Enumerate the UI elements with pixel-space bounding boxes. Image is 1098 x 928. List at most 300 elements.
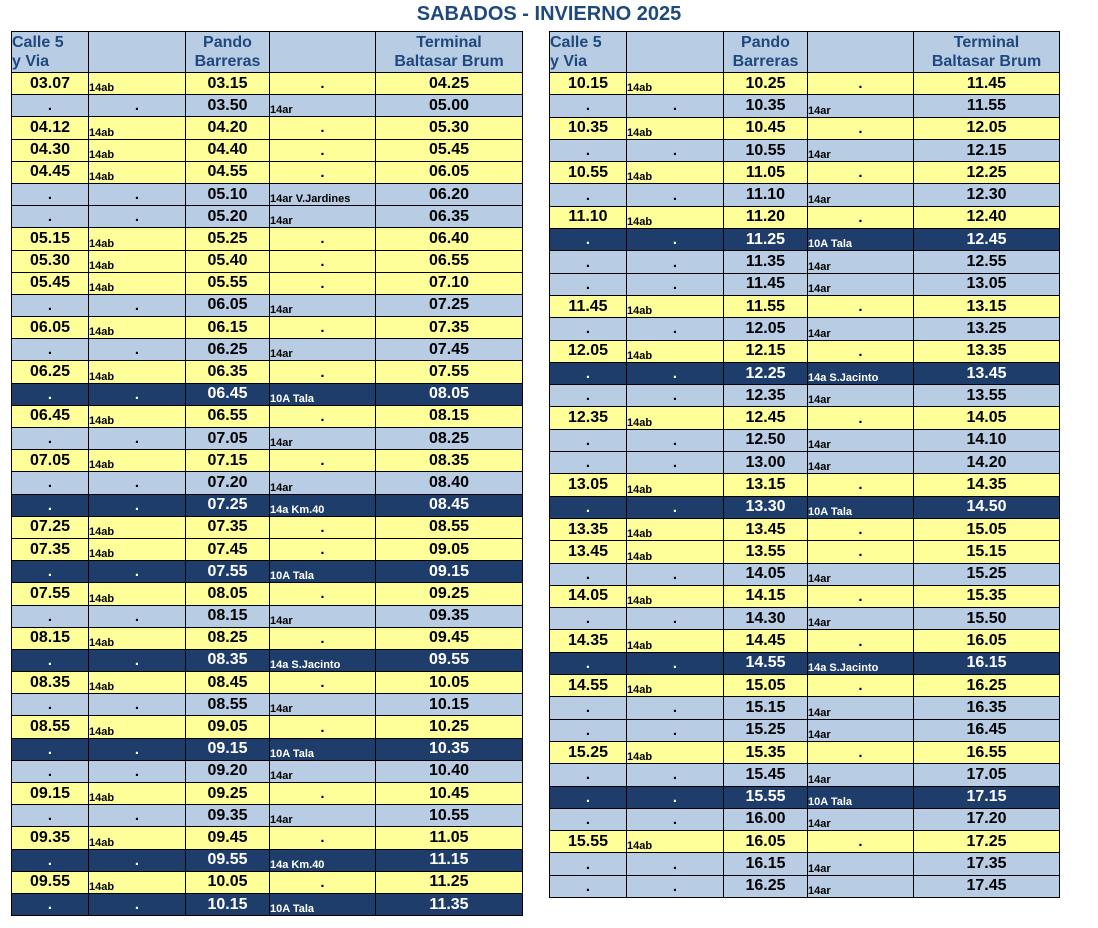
schedule-table-left <box>11 31 523 916</box>
pando-time: 12.15 <box>724 340 808 362</box>
calle5-time: . <box>550 362 627 384</box>
terminal-time: 11.45 <box>914 73 1060 95</box>
route-code-1: . <box>89 893 186 915</box>
terminal-time: 17.35 <box>914 853 1060 875</box>
route-code-1: . <box>627 229 724 251</box>
table-row <box>550 719 1060 741</box>
terminal-time: 08.55 <box>376 516 523 538</box>
route-code-2: . <box>270 716 376 738</box>
table-row <box>550 407 1060 429</box>
pando-time: 07.35 <box>186 516 270 538</box>
calle5-time: 04.45 <box>12 161 89 183</box>
route-code-1: 14ab <box>89 538 186 560</box>
route-code-1: . <box>89 95 186 117</box>
pando-time: 11.20 <box>724 206 808 228</box>
pando-time: 05.25 <box>186 228 270 250</box>
header-route-2 <box>270 32 376 73</box>
pando-time: 08.35 <box>186 649 270 671</box>
table-row <box>12 317 523 339</box>
calle5-time: 10.35 <box>550 117 627 139</box>
table-row <box>550 251 1060 273</box>
terminal-time: 17.05 <box>914 764 1060 786</box>
pando-time: 14.15 <box>724 585 808 607</box>
table-row <box>12 849 523 871</box>
terminal-time: 05.00 <box>376 95 523 117</box>
route-code-2: . <box>808 675 914 697</box>
calle5-time: 12.35 <box>550 407 627 429</box>
pando-time: 15.45 <box>724 764 808 786</box>
table-row <box>550 474 1060 496</box>
table-row <box>550 786 1060 808</box>
route-code-1: . <box>89 383 186 405</box>
terminal-time: 12.25 <box>914 162 1060 184</box>
route-code-1: 14ab <box>627 831 724 853</box>
calle5-time: 05.30 <box>12 250 89 272</box>
calle5-time: . <box>550 452 627 474</box>
calle5-time: 10.15 <box>550 73 627 95</box>
pando-time: 11.35 <box>724 251 808 273</box>
route-code-2: 14ar <box>270 206 376 228</box>
route-code-1: . <box>89 206 186 228</box>
pando-time: 15.55 <box>724 786 808 808</box>
route-code-1: . <box>627 251 724 273</box>
route-code-2: . <box>808 630 914 652</box>
pando-time: 13.00 <box>724 452 808 474</box>
table-row <box>12 561 523 583</box>
route-code-2: . <box>808 474 914 496</box>
calle5-time: . <box>550 229 627 251</box>
pando-time: 15.05 <box>724 675 808 697</box>
route-code-1: 14ab <box>627 474 724 496</box>
route-code-1: . <box>89 561 186 583</box>
header-pando: Pando Barreras <box>186 32 270 73</box>
route-code-2: . <box>270 228 376 250</box>
route-code-1: . <box>627 853 724 875</box>
header-calle5: Calle 5 y Via <box>550 32 627 73</box>
terminal-time: 07.25 <box>376 294 523 316</box>
pando-time: 16.00 <box>724 808 808 830</box>
terminal-time: 08.35 <box>376 450 523 472</box>
terminal-time: 11.15 <box>376 849 523 871</box>
route-code-1: 14ab <box>89 73 186 95</box>
table-row <box>550 853 1060 875</box>
terminal-time: 10.35 <box>376 738 523 760</box>
pando-time: 04.20 <box>186 117 270 139</box>
pando-time: 15.35 <box>724 741 808 763</box>
calle5-time: . <box>12 494 89 516</box>
schedule-table-right <box>549 31 1060 898</box>
route-code-1: . <box>627 362 724 384</box>
terminal-time: 13.45 <box>914 362 1060 384</box>
pando-time: 04.40 <box>186 139 270 161</box>
route-code-1: 14ab <box>627 741 724 763</box>
route-code-2: 14ar <box>808 764 914 786</box>
route-code-1: . <box>627 318 724 340</box>
route-code-2: . <box>270 161 376 183</box>
route-code-2: 14ar <box>808 563 914 585</box>
route-code-2: . <box>808 117 914 139</box>
table-row <box>550 273 1060 295</box>
route-code-1: 14ab <box>89 516 186 538</box>
table-row <box>12 672 523 694</box>
calle5-time: 04.30 <box>12 139 89 161</box>
pando-time: 13.30 <box>724 496 808 518</box>
pando-time: 03.50 <box>186 95 270 117</box>
terminal-time: 11.35 <box>376 893 523 915</box>
table-row <box>550 697 1060 719</box>
pando-time: 07.15 <box>186 450 270 472</box>
table-row <box>12 871 523 893</box>
route-code-2: . <box>808 295 914 317</box>
route-code-2: 14a Km.40 <box>270 494 376 516</box>
calle5-time: . <box>12 760 89 782</box>
route-code-2: . <box>270 250 376 272</box>
terminal-time: 17.15 <box>914 786 1060 808</box>
table-row <box>12 161 523 183</box>
terminal-time: 16.35 <box>914 697 1060 719</box>
terminal-time: 12.45 <box>914 229 1060 251</box>
terminal-time: 14.10 <box>914 429 1060 451</box>
route-code-2: 14ar <box>270 605 376 627</box>
page-title: SABADOS - INVIERNO 2025 <box>416 3 682 25</box>
terminal-time: 04.25 <box>376 73 523 95</box>
calle5-time: 05.15 <box>12 228 89 250</box>
route-code-2: . <box>270 117 376 139</box>
route-code-1: 14ab <box>89 272 186 294</box>
calle5-time: 13.35 <box>550 518 627 540</box>
header-terminal: Terminal Baltasar Brum <box>376 32 523 73</box>
calle5-time: . <box>550 875 627 897</box>
pando-time: 06.35 <box>186 361 270 383</box>
table-row <box>12 250 523 272</box>
header-route-1 <box>627 32 724 73</box>
terminal-time: 11.55 <box>914 95 1060 117</box>
terminal-time: 08.05 <box>376 383 523 405</box>
terminal-time: 13.35 <box>914 340 1060 362</box>
table-row <box>550 362 1060 384</box>
table-row <box>12 339 523 361</box>
schedule-body-left <box>12 73 523 916</box>
route-code-2: . <box>808 741 914 763</box>
schedule-body-right <box>550 73 1060 898</box>
pando-time: 10.45 <box>724 117 808 139</box>
table-row <box>550 385 1060 407</box>
route-code-2: 14ar <box>808 385 914 407</box>
route-code-2: . <box>270 361 376 383</box>
table-row <box>12 383 523 405</box>
terminal-time: 06.35 <box>376 206 523 228</box>
route-code-2: 14ar <box>808 95 914 117</box>
table-row <box>12 405 523 427</box>
terminal-time: 10.25 <box>376 716 523 738</box>
table-row <box>550 585 1060 607</box>
route-code-1: . <box>89 694 186 716</box>
terminal-time: 15.50 <box>914 608 1060 630</box>
route-code-2: 14ar <box>808 251 914 273</box>
pando-time: 14.45 <box>724 630 808 652</box>
terminal-time: 14.35 <box>914 474 1060 496</box>
terminal-time: 16.05 <box>914 630 1060 652</box>
route-code-1: . <box>627 496 724 518</box>
pando-time: 08.45 <box>186 672 270 694</box>
pando-time: 15.25 <box>724 719 808 741</box>
pando-time: 07.05 <box>186 428 270 450</box>
pando-time: 06.45 <box>186 383 270 405</box>
pando-time: 09.55 <box>186 849 270 871</box>
pando-time: 07.45 <box>186 538 270 560</box>
terminal-time: 13.55 <box>914 385 1060 407</box>
route-code-1: . <box>627 429 724 451</box>
table-row <box>12 605 523 627</box>
pando-time: 08.55 <box>186 694 270 716</box>
terminal-time: 06.05 <box>376 161 523 183</box>
terminal-time: 07.45 <box>376 339 523 361</box>
route-code-1: 14ab <box>627 206 724 228</box>
table-row <box>12 228 523 250</box>
pando-time: 14.30 <box>724 608 808 630</box>
calle5-time: . <box>12 428 89 450</box>
calle5-time: 09.35 <box>12 827 89 849</box>
terminal-time: 13.05 <box>914 273 1060 295</box>
pando-time: 10.55 <box>724 139 808 161</box>
table-row <box>550 229 1060 251</box>
table-row <box>12 450 523 472</box>
calle5-time: 14.55 <box>550 675 627 697</box>
table-row <box>12 760 523 782</box>
calle5-time: 08.35 <box>12 672 89 694</box>
calle5-time: 04.12 <box>12 117 89 139</box>
route-code-2: . <box>270 73 376 95</box>
pando-time: 06.55 <box>186 405 270 427</box>
terminal-time: 16.15 <box>914 652 1060 674</box>
terminal-time: 11.05 <box>376 827 523 849</box>
route-code-2: . <box>808 831 914 853</box>
calle5-time: 07.25 <box>12 516 89 538</box>
calle5-time: . <box>550 95 627 117</box>
table-row <box>550 563 1060 585</box>
route-code-1: . <box>627 273 724 295</box>
route-code-1: . <box>627 385 724 407</box>
calle5-time: 07.35 <box>12 538 89 560</box>
terminal-time: 08.25 <box>376 428 523 450</box>
table-row <box>12 694 523 716</box>
header-pando: Pando Barreras <box>724 32 808 73</box>
terminal-time: 12.15 <box>914 139 1060 161</box>
pando-time: 06.05 <box>186 294 270 316</box>
calle5-time: . <box>550 273 627 295</box>
route-code-1: . <box>89 183 186 205</box>
calle5-time: . <box>550 652 627 674</box>
pando-time: 16.15 <box>724 853 808 875</box>
route-code-1: 14ab <box>89 627 186 649</box>
terminal-time: 17.25 <box>914 831 1060 853</box>
table-row <box>550 652 1060 674</box>
route-code-1: 14ab <box>89 783 186 805</box>
terminal-time: 07.55 <box>376 361 523 383</box>
table-row <box>12 272 523 294</box>
calle5-time: . <box>12 206 89 228</box>
route-code-1: . <box>627 184 724 206</box>
terminal-time: 12.55 <box>914 251 1060 273</box>
route-code-2: 14ar <box>270 95 376 117</box>
table-row <box>12 73 523 95</box>
calle5-time: 15.25 <box>550 741 627 763</box>
route-code-2: . <box>270 871 376 893</box>
pando-time: 10.35 <box>724 95 808 117</box>
pando-time: 09.15 <box>186 738 270 760</box>
route-code-2: 14ar <box>808 608 914 630</box>
table-row <box>550 95 1060 117</box>
pando-time: 06.25 <box>186 339 270 361</box>
route-code-1: 14ab <box>89 117 186 139</box>
table-row <box>550 541 1060 563</box>
route-code-1: 14ab <box>627 162 724 184</box>
calle5-time: . <box>550 563 627 585</box>
calle5-time: . <box>12 472 89 494</box>
table-row <box>12 583 523 605</box>
route-code-2: 14a S.Jacinto <box>270 649 376 671</box>
route-code-1: 14ab <box>627 630 724 652</box>
pando-time: 09.05 <box>186 716 270 738</box>
route-code-2: . <box>808 73 914 95</box>
route-code-2: 14ar <box>808 318 914 340</box>
calle5-time: . <box>12 694 89 716</box>
route-code-1: 14ab <box>89 450 186 472</box>
pando-time: 10.15 <box>186 893 270 915</box>
route-code-2: 14ar <box>808 853 914 875</box>
route-code-2: 10A Tala <box>808 786 914 808</box>
route-code-2: . <box>808 340 914 362</box>
terminal-time: 09.15 <box>376 561 523 583</box>
header-row <box>12 32 523 73</box>
calle5-time: . <box>12 738 89 760</box>
header-calle5: Calle 5 y Via <box>12 32 89 73</box>
pando-time: 09.35 <box>186 805 270 827</box>
route-code-2: . <box>270 450 376 472</box>
table-row <box>12 294 523 316</box>
terminal-time: 09.45 <box>376 627 523 649</box>
route-code-1: 14ab <box>89 672 186 694</box>
calle5-time: . <box>550 786 627 808</box>
calle5-time: 15.55 <box>550 831 627 853</box>
terminal-time: 12.30 <box>914 184 1060 206</box>
calle5-time: . <box>12 339 89 361</box>
route-code-1: . <box>627 764 724 786</box>
terminal-time: 05.45 <box>376 139 523 161</box>
pando-time: 15.15 <box>724 697 808 719</box>
pando-time: 12.25 <box>724 362 808 384</box>
terminal-time: 07.35 <box>376 317 523 339</box>
route-code-2: 14ar <box>808 452 914 474</box>
pando-time: 16.05 <box>724 831 808 853</box>
table-row <box>12 472 523 494</box>
table-row <box>12 428 523 450</box>
route-code-2: 14ar <box>808 697 914 719</box>
route-code-1: 14ab <box>627 585 724 607</box>
terminal-time: 07.10 <box>376 272 523 294</box>
terminal-time: 14.20 <box>914 452 1060 474</box>
terminal-time: 06.55 <box>376 250 523 272</box>
route-code-1: . <box>627 608 724 630</box>
route-code-2: 14a S.Jacinto <box>808 652 914 674</box>
calle5-time: . <box>550 251 627 273</box>
table-row <box>550 184 1060 206</box>
terminal-time: 06.20 <box>376 183 523 205</box>
pando-time: 11.45 <box>724 273 808 295</box>
pando-time: 14.05 <box>724 563 808 585</box>
terminal-time: 15.35 <box>914 585 1060 607</box>
terminal-time: 12.05 <box>914 117 1060 139</box>
pando-time: 11.05 <box>724 162 808 184</box>
route-code-2: 14ar <box>270 294 376 316</box>
route-code-2: 14ar <box>808 184 914 206</box>
route-code-1: . <box>89 760 186 782</box>
route-code-1: . <box>89 738 186 760</box>
table-row <box>12 516 523 538</box>
terminal-time: 15.25 <box>914 563 1060 585</box>
route-code-2: 10A Tala <box>270 561 376 583</box>
pando-time: 12.50 <box>724 429 808 451</box>
calle5-time: 14.35 <box>550 630 627 652</box>
route-code-2: . <box>808 518 914 540</box>
terminal-time: 10.55 <box>376 805 523 827</box>
route-code-1: . <box>89 805 186 827</box>
calle5-time: 03.07 <box>12 73 89 95</box>
calle5-time: 09.15 <box>12 783 89 805</box>
route-code-1: 14ab <box>89 139 186 161</box>
route-code-1: . <box>627 719 724 741</box>
table-row <box>12 627 523 649</box>
calle5-time: 11.45 <box>550 295 627 317</box>
table-row <box>12 893 523 915</box>
table-row <box>12 206 523 228</box>
route-code-2: . <box>808 585 914 607</box>
route-code-2: . <box>270 783 376 805</box>
route-code-2: 14ar <box>270 428 376 450</box>
calle5-time: 09.55 <box>12 871 89 893</box>
pando-time: 08.05 <box>186 583 270 605</box>
table-row <box>12 538 523 560</box>
route-code-1: . <box>627 652 724 674</box>
table-row <box>12 738 523 760</box>
route-code-1: 14ab <box>627 407 724 429</box>
calle5-time: . <box>12 561 89 583</box>
route-code-2: . <box>270 317 376 339</box>
route-code-1: 14ab <box>627 117 724 139</box>
route-code-1: 14ab <box>627 541 724 563</box>
route-code-1: 14ab <box>627 518 724 540</box>
calle5-time: . <box>12 649 89 671</box>
pando-time: 10.05 <box>186 871 270 893</box>
route-code-1: 14ab <box>89 361 186 383</box>
route-code-2: 14ar <box>808 273 914 295</box>
calle5-time: . <box>550 139 627 161</box>
table-row <box>550 340 1060 362</box>
route-code-1: 14ab <box>627 340 724 362</box>
terminal-time: 14.50 <box>914 496 1060 518</box>
terminal-time: 14.05 <box>914 407 1060 429</box>
route-code-2: . <box>270 583 376 605</box>
route-code-1: . <box>627 452 724 474</box>
table-row <box>550 741 1060 763</box>
calle5-time: . <box>550 429 627 451</box>
calle5-time: . <box>12 805 89 827</box>
pando-time: 09.25 <box>186 783 270 805</box>
pando-time: 13.55 <box>724 541 808 563</box>
table-row <box>12 117 523 139</box>
route-code-1: . <box>89 605 186 627</box>
table-row <box>550 162 1060 184</box>
